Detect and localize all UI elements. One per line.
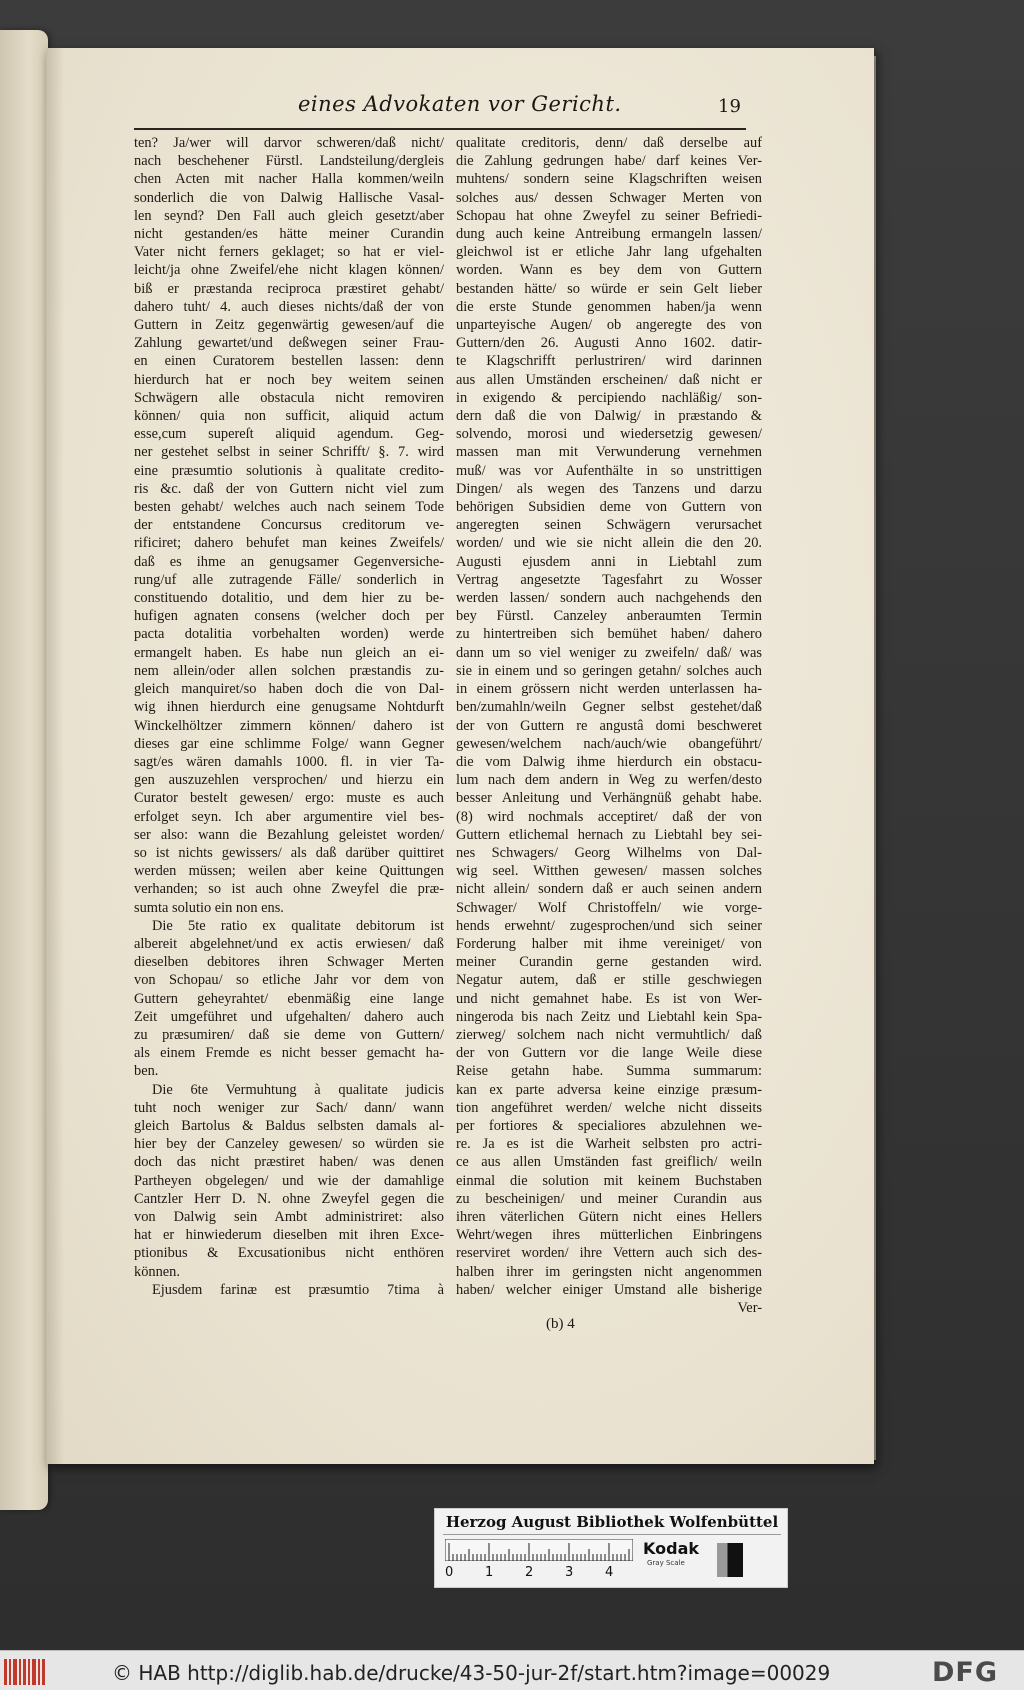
- footer-url[interactable]: © HAB http://diglib.hab.de/drucke/43-50-jur-2f/start.htm?image=00029: [112, 1661, 831, 1685]
- text-line: ce aus allen Umständen fast greiflich/ weiln: [456, 1154, 762, 1171]
- text-line: Vater nicht ferners geklaget; so hat er viel-: [134, 244, 444, 261]
- header-rule: [134, 128, 746, 130]
- text-line: Cantzler Herr D. N. ohne Zweyfel gegen die: [134, 1190, 444, 1207]
- text-line: kan ex parte adversa keine einzige præsum-: [456, 1081, 762, 1098]
- text-line: dieses gar eine schlimme Folge/ wann Gegner: [134, 735, 444, 752]
- text-line: Zeit umgeführet und ufgehalten/ dahero auch: [134, 1008, 444, 1025]
- left-text-column: [134, 134, 444, 1299]
- library-name: Herzog August Bibliothek Wolfenbüttel: [443, 1513, 781, 1535]
- text-line: albereit abgelehnet/und ex actis erwiesen/ daß: [134, 935, 444, 952]
- previous-page-edge: [0, 30, 48, 1510]
- text-line: Reise getahn habe. Summa summarum:: [456, 1063, 762, 1080]
- text-line: die erste Stunde genommen haben/ja wenn: [456, 298, 762, 315]
- text-line: als einem Fremde es nicht besser gemacht ha-: [134, 1045, 444, 1062]
- dfg-logo: DFG: [932, 1657, 999, 1688]
- text-line: ten? Ja/wer will darvor schweren/daß nicht/: [134, 135, 444, 151]
- text-line: Forderung halber mit ihme vereiniget/ von: [456, 935, 762, 952]
- text-line: biß er præstanda reciproca præstiret gehabt/: [134, 280, 444, 297]
- ruler-number: 1: [485, 1565, 494, 1580]
- text-line: ben.: [134, 1063, 159, 1080]
- text-line: zu hintertreiben sich bemühet haben/ dahero: [456, 626, 762, 643]
- running-head: eines Advokaten vor Gericht.: [298, 92, 622, 116]
- gray-scale-label: Gray Scale: [647, 1559, 685, 1567]
- ruler-number: 4: [605, 1565, 614, 1580]
- text-line: zu præsumiren/ daß sie deme von Guttern/: [134, 1026, 444, 1043]
- text-line: können.: [134, 1263, 180, 1280]
- text-line: der von Guttern re angustâ domi beschweret: [456, 717, 762, 734]
- text-line: werden müssen; weilen aber keine Quittungen: [134, 863, 444, 880]
- text-line: muhtens/ sondern seine Klagschriften weisen: [456, 171, 762, 188]
- text-line: zu bescheinigen/ und meiner Curandin aus: [456, 1190, 762, 1207]
- text-line: und nicht gemahnet habe. Es ist von Wer-: [456, 990, 762, 1007]
- text-line: dieselben debitores ihren Schwager Merten: [134, 954, 444, 971]
- text-line: ser also: wann die Bezahlung geleistet worden/: [134, 826, 444, 843]
- text-line: Negatur autem, daß er stille geschwiegen: [456, 972, 762, 989]
- text-line: Schwägern alle obstacula nicht removiren: [134, 389, 444, 406]
- text-line: sagt/es wären damahls 1000. fl. in vier Ta-: [134, 753, 444, 770]
- text-line: solvendo, morosi und wiedersetzig gewesen/: [456, 426, 762, 443]
- ruler-numbers: [445, 1565, 645, 1583]
- text-line: bey Fürstl. Canzeley anberaumten Termin: [456, 608, 762, 625]
- text-line: len seynd? Den Fall auch gleich gesetzt/aber: [134, 207, 444, 224]
- text-line: per fortiores & specialiores abzulehnen we-: [456, 1117, 762, 1134]
- text-line: Schopau hat ohne Zweyfel zu seiner Befriedi-: [456, 207, 762, 224]
- text-line: solches aus/ dessen Schwager Merten von: [456, 189, 762, 206]
- text-line: einmal die solution mit keinem Buchstaben: [456, 1172, 762, 1189]
- text-line: halben ihrer im geringsten nicht angenommen: [456, 1263, 762, 1280]
- text-line: qualitate creditoris, denn/ daß derselbe auf: [456, 135, 762, 151]
- text-line: worden/ und wie sie nicht allein die den 20.: [456, 535, 762, 552]
- text-line: von Schopau/ so etliche Jahr vor dem von: [134, 972, 444, 989]
- text-line: die vom Dalwig ihme hierdurch ein obstacu-: [456, 753, 762, 770]
- text-line: Zahlung gewartet/und deßwegen seiner Frau-: [134, 335, 444, 352]
- signature-mark: (b) 4: [546, 1316, 575, 1332]
- text-line: verhanden; so ist auch ohne Zweyfel die præ-: [134, 881, 444, 898]
- text-line: gleichwol ist er etliche Jahr lang ufgehalten: [456, 244, 762, 261]
- text-line: Die 6te Vermuhtung à qualitate judicis: [152, 1081, 444, 1098]
- ruler-number: 2: [525, 1565, 534, 1580]
- text-line: nes Schwagers/ Georg Wilhelms von Dal-: [456, 844, 762, 861]
- text-line: so ist nichts gewissers/ als daß darüber quittiret: [134, 844, 444, 861]
- text-line: sie in einem und so geringen getahn/ solches auch: [456, 662, 762, 679]
- text-line: massen man mit Verwunderung vernehmen: [456, 444, 762, 461]
- right-text-column: [456, 134, 762, 1317]
- text-line: lum nach dem andern in Weg zu werfen/desto: [456, 772, 762, 789]
- text-line: dahero tuht/ 4. auch dieses nichts/daß der von: [134, 298, 444, 315]
- text-line: Guttern/den 26. Augusti Anno 1602. datir-: [456, 335, 762, 352]
- text-line: ermangelt haben. Es habe nun gleich an ei-: [134, 644, 444, 661]
- page-number: 19: [718, 96, 741, 117]
- text-line: ptionibus & Excusationibus nicht enthören: [134, 1245, 444, 1262]
- ruler-number: 3: [565, 1565, 574, 1580]
- text-line: gewesen/welchem nach/auch/wie obangeführt/: [456, 735, 762, 752]
- text-line: besten gehabt/ welches auch nach seinem Tode: [134, 499, 444, 516]
- text-line: in exigendo & percipiendo nachläßig/ son-: [456, 389, 762, 406]
- footer-bar: [0, 1650, 1024, 1690]
- ruler-number: 0: [445, 1565, 454, 1580]
- text-line: muß/ was vor Aufenthälte in so unstrittigen: [456, 462, 762, 479]
- text-line: Vertrag angesetzte Tagesfahrt zu Wosser: [456, 571, 762, 588]
- text-line: ner gestehet selbst in seiner Schrifft/ §. 7. wird: [134, 444, 444, 461]
- text-line: daß es ihme an genugsamer Gegenversiche-: [134, 553, 444, 570]
- text-line: hends erwehnt/ zugesprochen/und sich seiner: [456, 917, 762, 934]
- text-line: Augusti ejusdem anni in Liebtahl zum: [456, 553, 762, 570]
- text-line: sonderlich die von Dalwig Hallische Vasal-: [134, 189, 444, 206]
- text-line: ben/zumahln/weiln Gegner selbst gestehet/daß: [456, 699, 762, 716]
- text-line: wig ihnen hierdurch eine genugsame Nohtdurft: [134, 699, 444, 716]
- text-line: esse,cum supereſt aliquid agendum. Geg-: [134, 426, 444, 443]
- ruler-scale: [445, 1539, 633, 1561]
- text-line: Schwager/ Wolf Christoffeln/ wie vorge-: [456, 899, 762, 916]
- text-line: nicht allein/ sondern daß er auch seinen andern: [456, 881, 762, 898]
- text-line: Guttern etlichemal hernach zu Liebtahl bey sei-: [456, 826, 762, 843]
- text-line: haben/ welcher einiger Umstand alle bisherige: [456, 1281, 762, 1298]
- text-line: ris &c. daß der von Guttern nicht viel zum: [134, 480, 444, 497]
- barcode-icon: [4, 1659, 48, 1685]
- gray-patch: [717, 1543, 743, 1577]
- text-line: dern daß die von Dalwig/ in præstando &: [456, 408, 762, 425]
- text-line: leicht/ja ohne Zweifel/ehe nicht klagen können/: [134, 262, 444, 279]
- text-line: meiner Curandin gerne gestanden wird.: [456, 954, 762, 971]
- text-line: hierdurch hat er noch bey weitem seinen: [134, 371, 444, 388]
- text-line: (8) wird nochmals acceptiret/ daß der von: [456, 808, 762, 825]
- text-line: behörigen Subsidien deme von Guttern von: [456, 499, 762, 516]
- text-line: pacta dotalitia vorbehalten worden) werde: [134, 626, 444, 643]
- text-line: constituendo dotalitio, und dem hier zu be-: [134, 590, 444, 607]
- text-line: wig seel. Witthen gewesen/ massen solches: [456, 863, 762, 880]
- text-line: gleich manquiret/so haben doch die von Dal-: [134, 681, 444, 698]
- text-line: nem allein/oder allen solchen præstandis zu-: [134, 662, 444, 679]
- kodak-logo: Kodak: [643, 1539, 699, 1558]
- text-line: aus allen Umständen erscheinen/ daß nicht er: [456, 371, 762, 388]
- text-line: Winckelhöltzer zimmern können/ dahero ist: [134, 717, 444, 734]
- text-line: ningeroda bis nach Zeitz und Liebtahl kein Spa-: [456, 1008, 762, 1025]
- text-line: besser Anleitung und Verhängnüß gehabt habe.: [456, 790, 762, 807]
- text-line: doch das nicht præstiret haben/ was denen: [134, 1154, 444, 1171]
- text-line: Curator bestelt gewesen/ ergo: muste es auch: [134, 790, 444, 807]
- text-line: unparteyische Augen/ ob angeregte des von: [456, 317, 762, 334]
- text-line: Wehrt/wegen ihres mütterlichen Einbringens: [456, 1227, 762, 1244]
- text-line: hat er hinwiederum dieselben mit ihren Exce-: [134, 1227, 444, 1244]
- text-line: bestanden hätte/ so würde er sein Gelt lieber: [456, 280, 762, 297]
- color-calibration-card: [434, 1508, 788, 1588]
- text-line: ihren väterlichen Gütern nicht eines Hellers: [456, 1208, 762, 1225]
- text-line: rung/uf alle zutragende Fälle/ sonderlich in: [134, 571, 444, 588]
- text-line: der von Guttern vor die lange Weile diese: [456, 1045, 762, 1062]
- text-line: können/ quia non sufficit, aliquid actum: [134, 408, 444, 425]
- text-line: Dingen/ als wegen des Tanzens und darzu: [456, 480, 762, 497]
- text-line: Partheyen obgelegen/ und wie der damahlige: [134, 1172, 444, 1189]
- text-line: erfolget seyn. Ich aber argumentire viel bes-: [134, 808, 444, 825]
- text-line: rificiret; dahero behufet man keines Zweifels/: [134, 535, 444, 552]
- text-line: dung auch keine Antreibung ermangeln lassen/: [456, 226, 762, 243]
- text-line: angeregten seinen Schwägern verursachet: [456, 517, 762, 534]
- text-line: gen auszuzehlen versprochen/ und hierzu ein: [134, 772, 444, 789]
- text-line: Guttern geheyrahtet/ ebenmäßig eine lange: [134, 990, 444, 1007]
- text-line: hier bey der Canzeley gewesen/ so würden sie: [134, 1136, 444, 1153]
- text-line: die Zahlung gedrungen habe/ darf keines Ver-: [456, 153, 762, 170]
- text-line: der entstandene Concursus creditorum ve-: [134, 517, 444, 534]
- text-line: hufigen agnaten consens (welcher doch per: [134, 608, 444, 625]
- text-line: gleich Bartolus & Baldus selbsten damals al-: [134, 1117, 444, 1134]
- text-line: en einen Curatorem bestellen lassen: denn: [134, 353, 444, 370]
- text-line: Ver-: [737, 1300, 762, 1316]
- text-line: chen Acten mit nacher Halla kommen/weiln: [134, 171, 444, 188]
- text-line: sumta solutio ein non ens.: [134, 899, 284, 916]
- text-line: Die 5te ratio ex qualitate debitorum ist: [152, 917, 444, 934]
- text-line: worden. Wann es bey dem von Guttern: [456, 262, 762, 279]
- text-line: von Dalwig sein Ambt administriret: also: [134, 1208, 444, 1225]
- text-line: re. Ja es ist die Warheit selbsten pro actri-: [456, 1136, 762, 1153]
- text-line: dann um so viel weniger zu zweifeln/ daß/ was: [456, 644, 762, 661]
- text-line: zierweg/ solchem nach nicht vermuhtlich/ daß: [456, 1026, 762, 1043]
- text-line: tion angeführet werden/ welche nicht disseits: [456, 1099, 762, 1116]
- text-line: Ejusdem farinæ est præsumtio 7tima à: [152, 1281, 444, 1298]
- text-line: te Klagschrifft perlustriren/ wird darinnen: [456, 353, 762, 370]
- text-line: nicht gestanden/es hätte meiner Curandin: [134, 226, 444, 243]
- text-line: in einem grössern nicht werden unterlassen ha-: [456, 681, 762, 698]
- text-line: Guttern in Zeitz gegenwärtig gewesen/auf die: [134, 317, 444, 334]
- text-line: tuht noch weniger zur Sach/ dann/ wann: [134, 1099, 444, 1116]
- text-line: werden lassen/ sondern auch nachgehends den: [456, 590, 762, 607]
- text-line: eine præsumtio solutionis à qualitate credito-: [134, 462, 444, 479]
- text-line: reserviret worden/ ihre Vettern auch sich des-: [456, 1245, 762, 1262]
- text-line: nach beschehener Fürstl. Landsteilung/dergleis: [134, 153, 444, 170]
